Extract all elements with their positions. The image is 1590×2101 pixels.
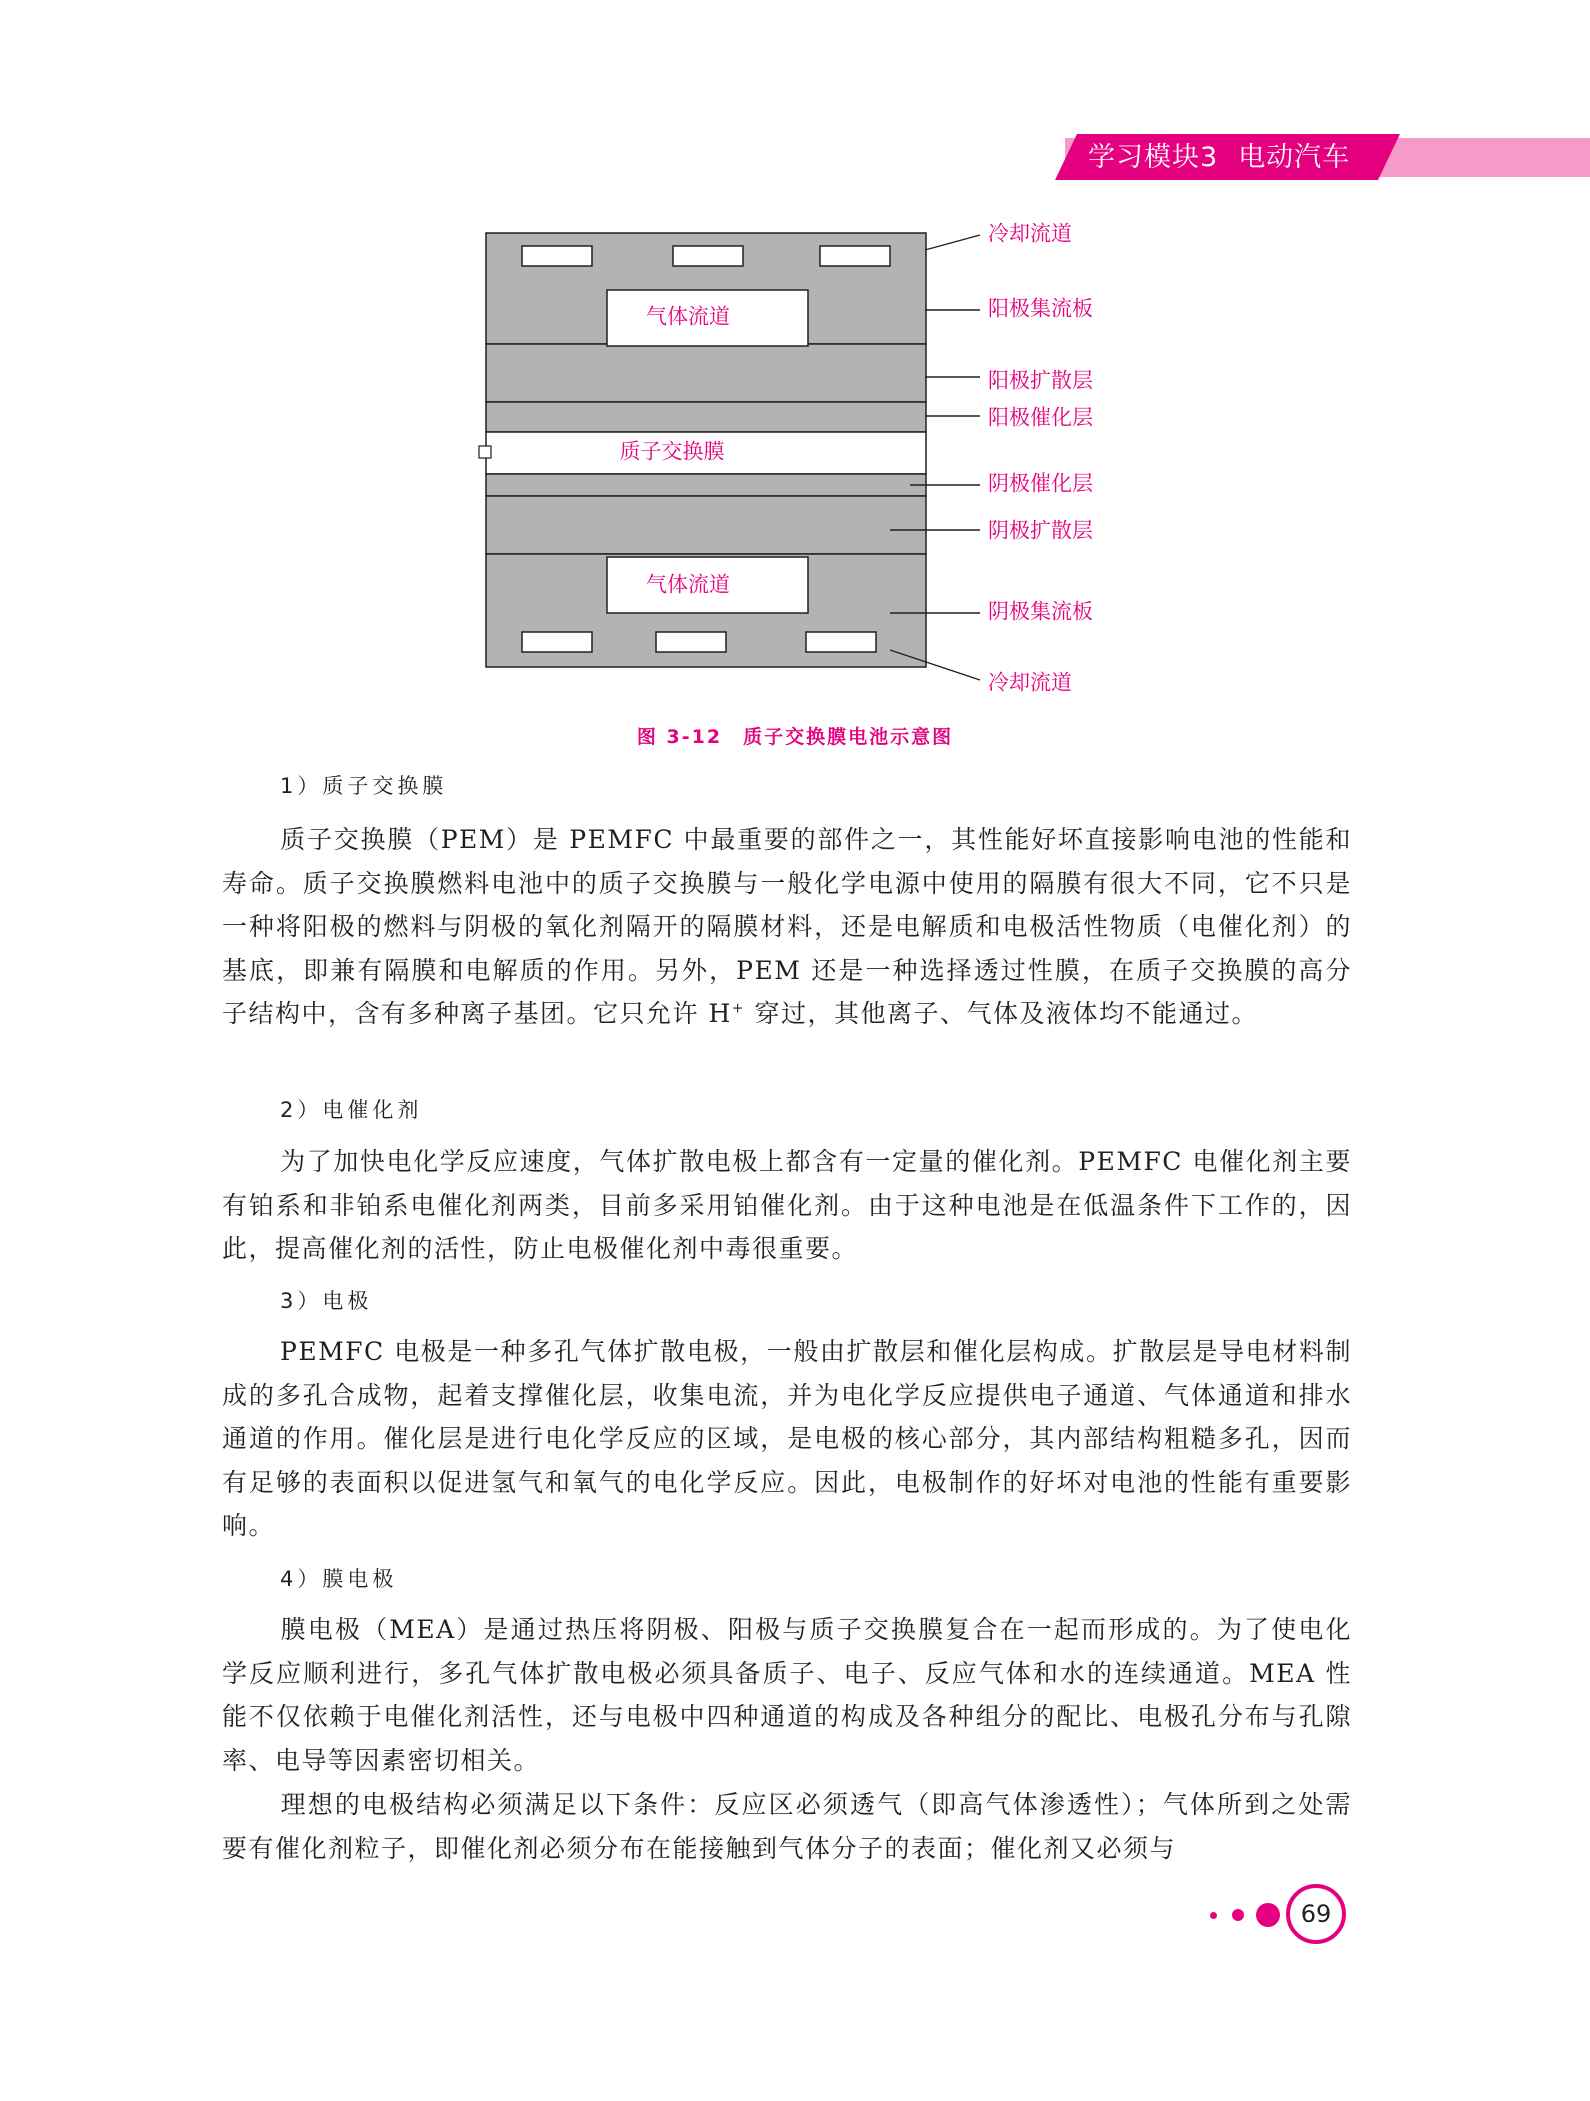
membrane-label: 质子交换膜: [619, 439, 725, 464]
cooling-channel-bottom-3: [806, 632, 876, 652]
heading-pem: 1）质子交换膜: [280, 774, 448, 798]
paragraph-electrode: [222, 1330, 1352, 1548]
label-anode-plate: 阳极集流板: [988, 296, 1093, 321]
dot-small: [1210, 1912, 1217, 1919]
paragraph-electrode-text: PEMFC 电极是一种多孔气体扩散电极，一般由扩散层和催化层构成。扩散层是导电材料制成的多孔合成物，起着支撑催化层，收集电流，并为电化学反应提供电子通道、气体通道和排水通道的作用。催化层是进行电化学反应的区域，是电极的核心部分，其内部结构粗糙多孔，因而有足够的表面积以促进氢气和氧气的电化学反应。因此，电极制作的好坏对电池的性能有重要影响。: [222, 1337, 1352, 1540]
proton-superscript: +: [731, 1000, 745, 1017]
dot-medium: [1232, 1909, 1244, 1921]
dot-large: [1256, 1903, 1280, 1927]
label-cathode-plate: 阴极集流板: [988, 599, 1093, 624]
cooling-channel-bottom-2: [656, 632, 726, 652]
paragraph-pem-text-a: 质子交换膜（PEM）是 PEMFC 中最重要的部件之一，其性能好坏直接影响电池的性能和寿命。质子交换膜燃料电池中的质子交换膜与一般化学电源中使用的隔膜有很大不同，它不只是一种将阳极的燃料与阴极的氧化剂隔开的隔膜材料，还是电解质和电极活性物质（电催化剂）的基底，即兼有隔膜和电解质的作用。另外，PEM 还是一种选择透过性膜，在质子交换膜的高分子结构中，含有多种离子基团。它只允许 H: [222, 825, 1352, 1028]
cathode-catalyst-layer: [486, 474, 926, 496]
page-number-badge: [1198, 1882, 1358, 1952]
cooling-channel-top-1: [522, 246, 592, 266]
header-title: 电动汽车: [1238, 142, 1351, 173]
anode-diffusion-layer: [486, 344, 926, 402]
marker-square: [479, 446, 491, 458]
paragraph-catalyst: [222, 1140, 1352, 1271]
paragraph-ideal-electrode: [222, 1783, 1352, 1870]
label-cooling-bottom: 冷却流道: [988, 670, 1072, 695]
cooling-channel-bottom-1: [522, 632, 592, 652]
header-module: 学习模块3: [1088, 142, 1219, 173]
running-header: [1088, 140, 1388, 176]
label-anode-diffusion: 阳极扩散层: [988, 368, 1093, 393]
paragraph-catalyst-text: 为了加快电化学反应速度，气体扩散电极上都含有一定量的催化剂。PEMFC 电催化剂主要有铂系和非铂系电催化剂两类，目前多采用铂催化剂。由于这种电池是在低温条件下工作的，因此，提高催化剂的活性，防止电极催化剂中毒很重要。: [222, 1147, 1352, 1263]
cooling-channel-top-3: [820, 246, 890, 266]
pem-fuel-cell-diagram: [470, 210, 1110, 700]
figure-caption: 图 3-12 质子交换膜电池示意图: [636, 726, 954, 748]
heading-mea: 4）膜电极: [280, 1567, 398, 1591]
heading-electrode: 3）电极: [280, 1289, 373, 1313]
paragraph-pem: [222, 818, 1352, 1036]
leader-cool-top: [925, 235, 980, 250]
gas-channel-top-label: 气体流道: [646, 304, 730, 329]
label-anode-catalyst: 阳极催化层: [988, 405, 1093, 430]
page-number: 69: [1286, 1884, 1346, 1944]
label-cathode-catalyst: 阴极催化层: [988, 471, 1093, 496]
paragraph-mea: [222, 1608, 1352, 1782]
paragraph-ideal-electrode-text: 理想的电极结构必须满足以下条件：反应区必须透气（即高气体渗透性）；气体所到之处需要有催化剂粒子，即催化剂必须分布在能接触到气体分子的表面；催化剂又必须与: [222, 1790, 1352, 1863]
gas-channel-bottom-label: 气体流道: [646, 572, 730, 597]
paragraph-mea-text: 膜电极（MEA）是通过热压将阴极、阳极与质子交换膜复合在一起而形成的。为了使电化学反应顺利进行，多孔气体扩散电极必须具备质子、电子、反应气体和水的连续通道。MEA 性能不仅依赖于电催化剂活性，还与电极中四种通道的构成及各种组分的配比、电极孔分布与孔隙率、电导等因素密切相关。: [222, 1615, 1352, 1775]
cooling-channel-top-2: [673, 246, 743, 266]
cathode-diffusion-layer: [486, 496, 926, 554]
paragraph-pem-text-b: 穿过，其他离子、气体及液体均不能通过。: [745, 999, 1258, 1028]
label-cooling-top: 冷却流道: [988, 221, 1072, 246]
anode-catalyst-layer: [486, 402, 926, 432]
label-cathode-diffusion: 阴极扩散层: [988, 518, 1093, 543]
heading-catalyst: 2）电催化剂: [280, 1098, 423, 1122]
diagram-svg: [470, 210, 1110, 700]
